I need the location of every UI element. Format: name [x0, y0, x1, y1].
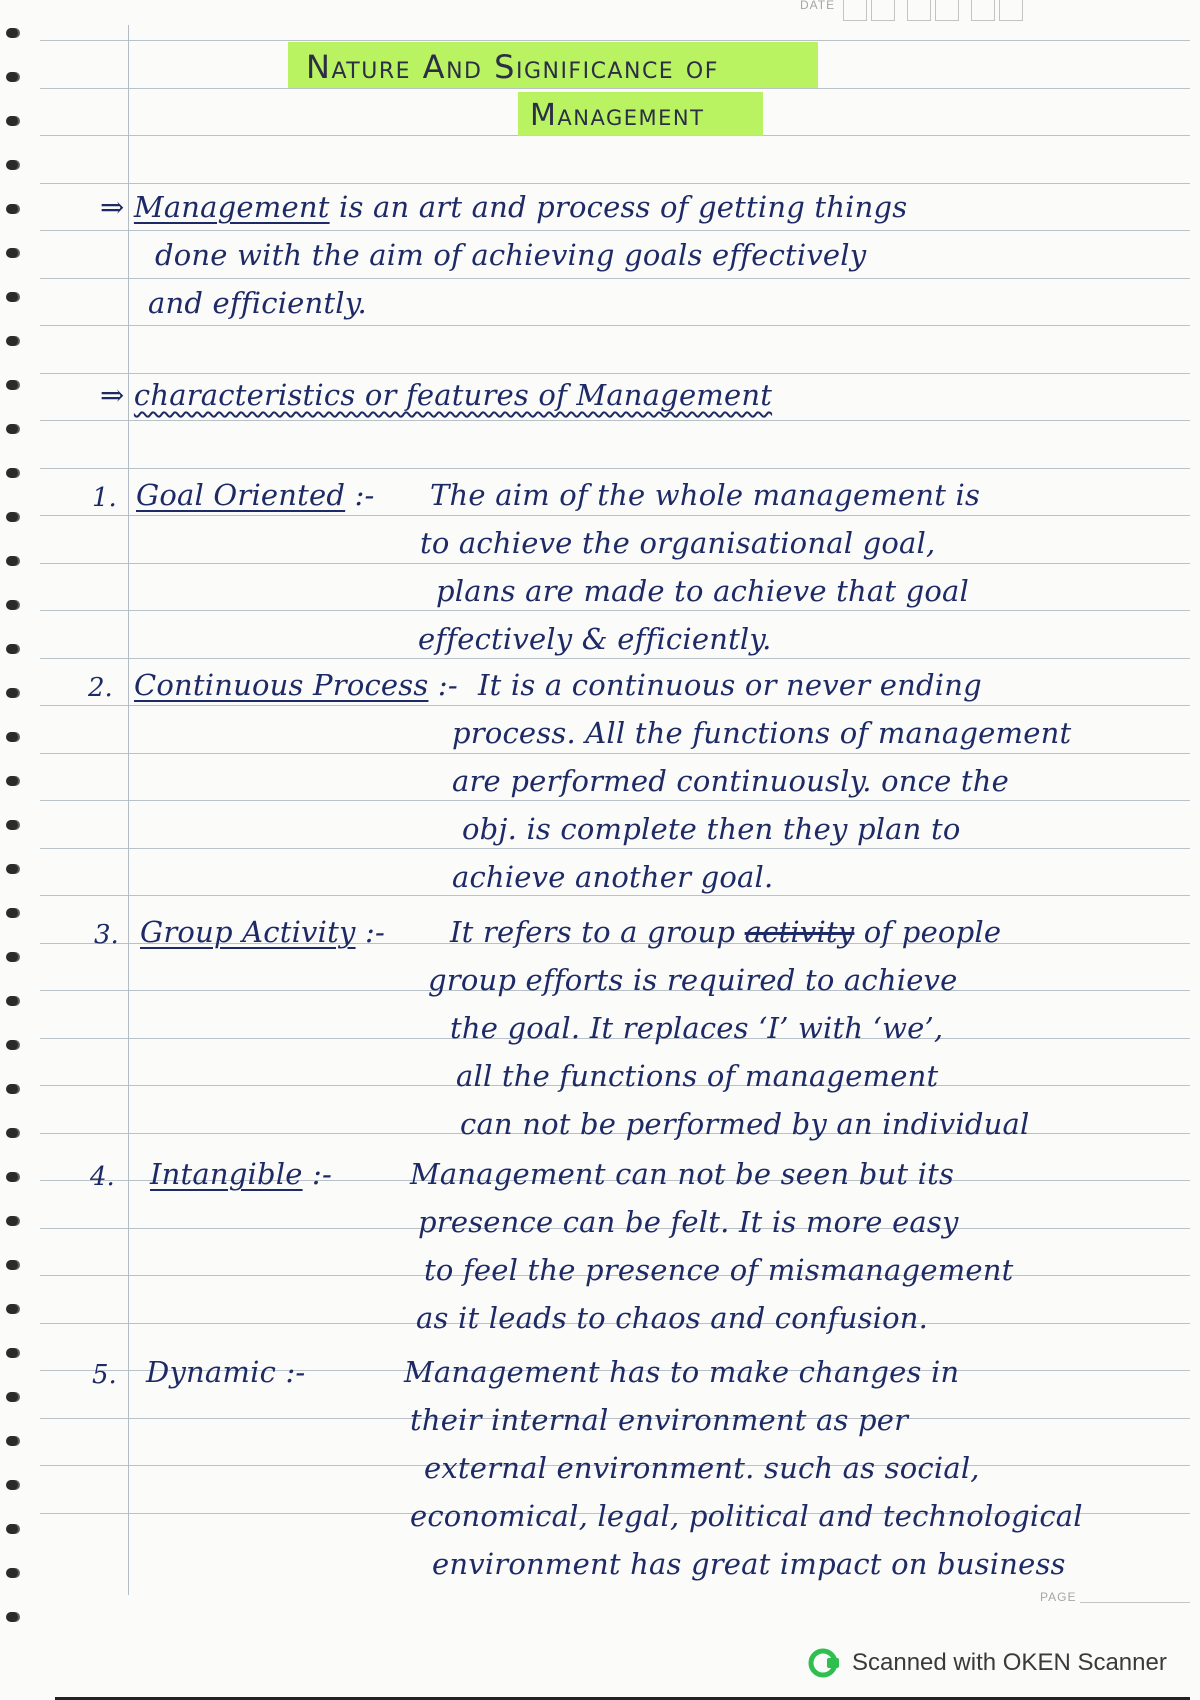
point-line: The aim of the whole management is [430, 478, 981, 512]
ruled-line [40, 40, 1190, 41]
date-box [843, 0, 867, 21]
point-title-line [136, 478, 375, 512]
page-title-line2: Management [530, 98, 705, 133]
date-box [999, 0, 1023, 21]
spiral-hole [6, 1480, 20, 1490]
point-line: all the functions of management [456, 1059, 939, 1093]
point-line: the goal. It replaces ‘I’ with ‘we’, [450, 1011, 944, 1045]
spiral-hole [6, 160, 20, 170]
ruled-line [40, 278, 1190, 279]
spiral-hole [6, 1568, 20, 1578]
spiral-hole [6, 1524, 20, 1534]
date-box [935, 0, 959, 21]
point-line: presence can be felt. It is more easy [418, 1205, 959, 1239]
point-line: to achieve the organisational goal, [420, 526, 936, 560]
features-heading [100, 378, 772, 412]
spiral-hole [6, 28, 20, 38]
page-label: PAGE [1040, 1590, 1077, 1604]
point-line: can not be performed by an individual [460, 1107, 1030, 1141]
point-line: to feel the presence of mismanagement [424, 1253, 1014, 1287]
point-line: economical, legal, political and technological [410, 1499, 1083, 1533]
point-title: Continuous Process [134, 668, 429, 702]
spiral-hole [6, 1348, 20, 1358]
spiral-hole [6, 996, 20, 1006]
spiral-hole [6, 1392, 20, 1402]
ruled-line [40, 658, 1190, 659]
point-line: as it leads to chaos and confusion. [416, 1301, 929, 1335]
spiral-hole [6, 468, 20, 478]
point-number: 4. [90, 1162, 115, 1192]
spiral-hole [6, 336, 20, 346]
point-title: Goal Oriented [136, 478, 346, 512]
point-line-text: of people [863, 915, 1002, 949]
spiral-hole [6, 1172, 20, 1182]
point-separator: :- [437, 668, 458, 702]
point-line: Management can not be seen but its [410, 1157, 955, 1191]
spiral-hole [6, 776, 20, 786]
spiral-hole [6, 292, 20, 302]
ruled-line [40, 468, 1190, 469]
ruled-line [40, 325, 1190, 326]
spiral-hole [6, 248, 20, 258]
spiral-hole [6, 204, 20, 214]
struck-word: activity [744, 915, 855, 949]
spiral-hole [6, 688, 20, 698]
ruled-line [40, 848, 1190, 849]
spiral-hole [6, 732, 20, 742]
ruled-line [40, 895, 1190, 896]
spiral-hole [6, 72, 20, 82]
spiral-hole [6, 820, 20, 830]
point-line: environment has great impact on business [432, 1547, 1066, 1581]
spiral-hole [6, 1084, 20, 1094]
point-line: effectively & efficiently. [418, 622, 772, 656]
point-title-line [140, 915, 385, 949]
point-line: It is a continuous or never ending [478, 668, 982, 702]
point-line: plans are made to achieve that goal [436, 574, 969, 608]
ruled-line [40, 610, 1190, 611]
point-line: Management has to make changes in [404, 1355, 960, 1389]
spiral-hole [6, 1304, 20, 1314]
point-line: their internal environment as per [410, 1403, 909, 1437]
ruled-line [40, 183, 1190, 184]
point-line: process. All the functions of management [452, 716, 1072, 750]
spiral-hole [6, 644, 20, 654]
scanner-logo-icon [808, 1646, 842, 1680]
point-title: Dynamic [146, 1355, 277, 1389]
point-title: Group Activity [140, 915, 356, 949]
spiral-hole [6, 424, 20, 434]
features-heading-text: characteristics or features of Management [133, 378, 773, 412]
ruled-line [40, 705, 1190, 706]
definition-line2: done with the aim of achieving goals effectively [155, 238, 867, 272]
point-line: obj. is complete then they plan to [462, 812, 961, 846]
spiral-hole [6, 1436, 20, 1446]
point-number: 1. [92, 483, 117, 513]
spiral-hole [6, 380, 20, 390]
page-number-line [1080, 1602, 1190, 1603]
date-box [871, 0, 895, 21]
spiral-hole [6, 600, 20, 610]
point-line: are performed continuously. once the [452, 764, 1009, 798]
definition-line1 [100, 190, 907, 224]
ruled-line [40, 515, 1190, 516]
point-title-line [146, 1355, 305, 1389]
point-line: group efforts is required to achieve [428, 963, 958, 997]
watermark-text: Scanned with OKEN Scanner [852, 1649, 1167, 1676]
ruled-line [40, 373, 1190, 374]
spiral-hole [6, 1216, 20, 1226]
definition-term: Management [133, 190, 330, 224]
point-number: 3. [94, 920, 119, 950]
point-line [450, 915, 1001, 949]
spiral-hole [6, 1040, 20, 1050]
spiral-hole [6, 1260, 20, 1270]
spiral-hole [6, 908, 20, 918]
arrow-icon: ⇒ [100, 190, 125, 224]
page-title-line1: Nature And Significance of [306, 48, 719, 86]
spiral-hole [6, 512, 20, 522]
point-title-line [134, 668, 458, 702]
point-number: 2. [88, 673, 113, 703]
point-line-text: It refers to a group [450, 915, 736, 949]
definition-text: is an art and process of getting things [339, 190, 908, 224]
point-title-line [150, 1157, 332, 1191]
date-field [800, 0, 1027, 21]
spiral-hole [6, 116, 20, 126]
point-separator: :- [285, 1355, 306, 1389]
ruled-line [40, 563, 1190, 564]
margin-line [128, 25, 129, 1595]
spiral-hole [6, 1128, 20, 1138]
ruled-line [40, 800, 1190, 801]
point-line: achieve another goal. [452, 860, 774, 894]
spiral-hole [6, 864, 20, 874]
point-separator: :- [312, 1157, 332, 1191]
point-title: Intangible [150, 1157, 303, 1191]
scanner-watermark [808, 1646, 1167, 1680]
arrow-icon: ⇒ [100, 378, 125, 412]
date-box [971, 0, 995, 21]
ruled-line [40, 420, 1190, 421]
ruled-line [40, 230, 1190, 231]
point-separator: :- [364, 915, 385, 949]
point-separator: :- [354, 478, 375, 512]
spiral-hole [6, 952, 20, 962]
point-number: 5. [92, 1360, 117, 1390]
spiral-hole [6, 1612, 20, 1622]
definition-line3: and efficiently. [148, 286, 367, 320]
ruled-line [40, 753, 1190, 754]
date-label: DATE [800, 0, 836, 12]
spiral-hole [6, 556, 20, 566]
date-box [907, 0, 931, 21]
point-line: external environment. such as social, [424, 1451, 980, 1485]
